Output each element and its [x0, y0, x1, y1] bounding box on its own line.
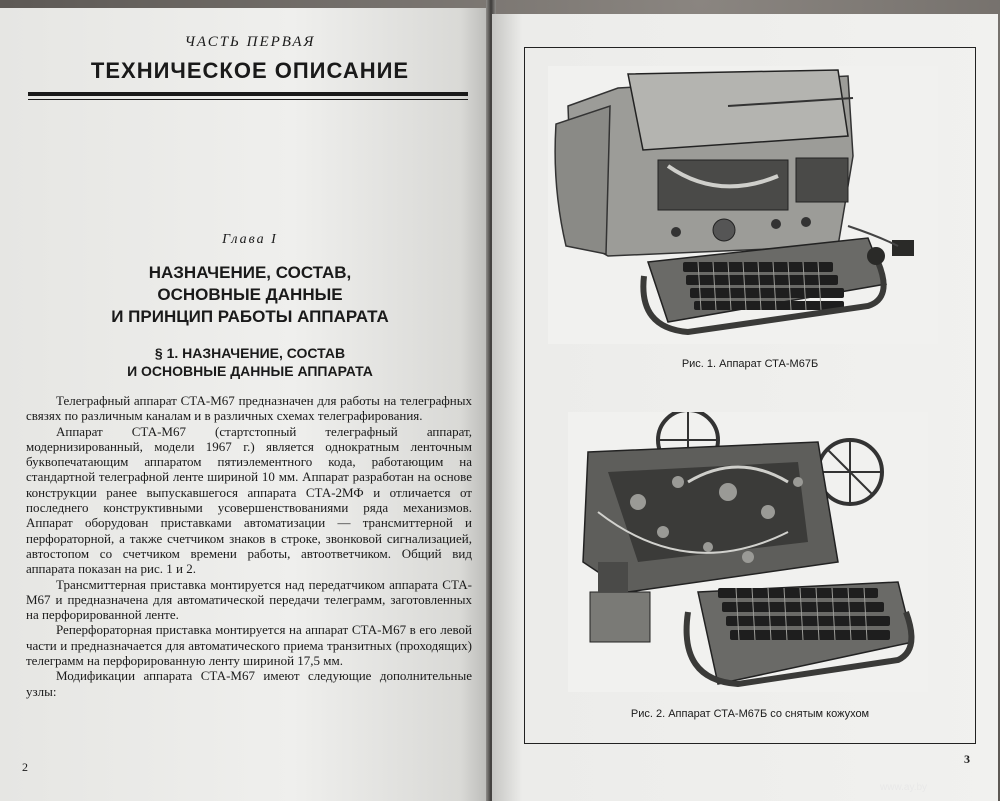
- paragraph: Модификации аппарата СТА-М67 имеют следующие дополнительные узлы:: [26, 668, 472, 699]
- paragraph: Аппарат СТА-М67 (стартстопный телеграфный аппарат, модернизированный, модели 1967 г.) является однократным ленточным буквопечатающим аппаратом пятиэлементного кода, работающим на стандартной телеграфной ленте шириной 10 мм. Аппарат разработан на основе конструкции ранее выпускавшегося аппарата СТА-2МФ и отличается от последнего конструктивными усовершенствованиями ряда механизмов. Аппарат оборудован приставками автоматизации — трансмиттерной и перфораторной, а также счетчиком знаков в строке, звонковой сигнализацией, автостопом со счетчиком времени работы, автоответчиком. Общий вид аппарата показан на рис. 1 и 2.: [26, 423, 472, 577]
- section-title-line: И ОСНОВНЫЕ ДАННЫЕ АППАРАТА: [127, 363, 373, 379]
- title-rule-thick: [28, 92, 468, 96]
- title-rule: [28, 92, 468, 104]
- section-title: [30, 344, 470, 380]
- paragraph: Телеграфный аппарат СТА-М67 предназначен для работы на телеграфных связях по различным каналам и в различных схемах телеграфирования.: [26, 393, 472, 424]
- page-number-left: 2: [22, 760, 28, 774]
- chapter-label: Глава I: [222, 232, 278, 247]
- main-title: ТЕХНИЧЕСКОЕ ОПИСАНИЕ: [90, 58, 410, 83]
- chapter-title-line: ОСНОВНЫЕ ДАННЫЕ: [157, 285, 343, 304]
- chapter-title-line: И ПРИНЦИП РАБОТЫ АППАРАТА: [111, 307, 389, 326]
- chapter-title: [30, 262, 470, 328]
- teleprinter-open-photo: [568, 412, 928, 692]
- chapter-title-line: НАЗНАЧЕНИЕ, СОСТАВ,: [148, 263, 352, 282]
- figure1-caption: Рис. 1. Аппарат СТА-М67Б: [681, 358, 819, 370]
- page-number-right: 3: [964, 752, 970, 766]
- paragraph: Трансмиттерная приставка монтируется над передатчиком аппарата СТА-М67 и предназначена для автоматической передачи телеграмм, заготовленных на перфорированной ленте.: [26, 576, 472, 623]
- watermark: www.ay.by: [880, 782, 928, 793]
- figure2-caption: Рис. 2. Аппарат СТА-М67Б со снятым кожухом: [630, 708, 870, 720]
- teleprinter-photo: [548, 66, 938, 344]
- body-text: [26, 393, 472, 699]
- section-title-line: § 1. НАЗНАЧЕНИЕ, СОСТАВ: [154, 345, 346, 361]
- part-title: ЧАСТЬ ПЕРВАЯ: [184, 34, 316, 50]
- paragraph: Реперфораторная приставка монтируется на аппарат СТА-М67 в его левой части и предназначается для автоматического приема транзитных (проходящих) телеграмм на перфорированную ленту шириной 17,5 мм.: [26, 622, 472, 669]
- title-rule-thin: [28, 99, 468, 100]
